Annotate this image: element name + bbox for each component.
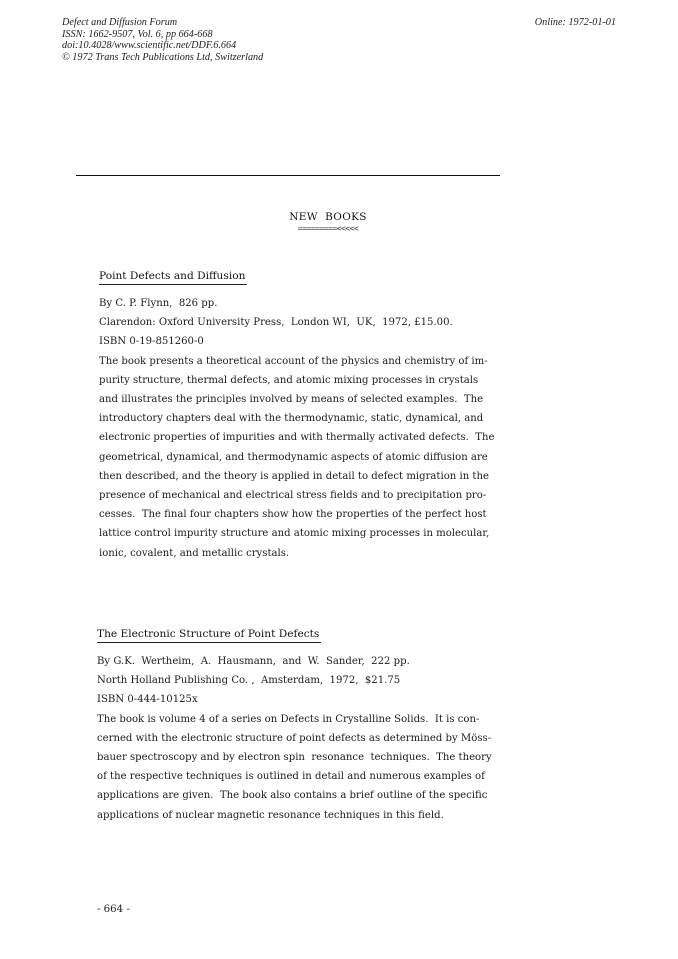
body-line: electronic properties of impurities and with thermally activated defects. The	[99, 432, 495, 444]
body-line: applications of nuclear magnetic resonance techniques in this field.	[97, 809, 444, 821]
body-line: purity structure, thermal defects, and atomic mixing processes in crystals	[99, 374, 479, 386]
author-line: By C. P. Flynn, 826 pp.	[99, 298, 218, 309]
isbn-line: ISBN 0-19-851260-0	[99, 336, 204, 348]
isbn-line: ISBN 0-444-10125x	[97, 694, 198, 706]
body-line: of the respective techniques is outlined in detail and numerous examples of	[97, 771, 485, 783]
book-review-1	[99, 264, 539, 563]
heading-underline: =========<<<<<	[297, 224, 359, 233]
top-rule-divider	[76, 175, 500, 176]
online-date: Online: 1972-01-01	[534, 17, 616, 28]
body-line: then described, and the theory is applied in detail to defect migration in the	[99, 470, 489, 482]
body-line: and illustrates the principles involved by means of selected examples. The	[99, 394, 484, 406]
section-heading: NEW BOOKS	[289, 211, 367, 223]
journal-name: Defect and Diffusion Forum	[62, 17, 178, 28]
review-body	[97, 710, 537, 825]
book-meta	[99, 294, 539, 352]
journal-header	[62, 17, 263, 63]
body-line: lattice control impurity structure and atomic mixing processes in molecular,	[99, 528, 490, 540]
book-review-2	[97, 622, 537, 825]
body-line: The book presents a theoretical account of the physics and chemistry of im-	[99, 355, 488, 367]
body-line: presence of mechanical and electrical stress fields and to precipitation pro-	[99, 490, 487, 502]
body-line: cerned with the electronic structure of point defects as determined by Möss-	[97, 732, 492, 744]
body-line: The book is volume 4 of a series on Defects in Crystalline Solids. It is con-	[97, 713, 480, 725]
page-number: - 664 -	[97, 904, 130, 915]
body-line: geometrical, dynamical, and thermodynamic aspects of atomic diffusion are	[99, 451, 488, 463]
body-line: cesses. The final four chapters show how the properties of the perfect host	[99, 509, 487, 521]
body-line: ionic, covalent, and metallic crystals.	[99, 547, 290, 559]
book-title: Point Defects and Diffusion	[99, 270, 247, 285]
author-line: By G.K. Wertheim, A. Hausmann, and W. Sander, 222 pp.	[97, 656, 410, 667]
body-line: bauer spectroscopy and by electron spin resonance techniques. The theory	[97, 752, 492, 764]
body-line: applications are given. The book also contains a brief outline of the specific	[97, 790, 488, 802]
publisher-line: Clarendon: Oxford University Press, London WI, UK, 1972, £15.00.	[99, 317, 453, 329]
doi-line: doi:10.4028/www.scientific.net/DDF.6.664	[62, 40, 237, 52]
review-body	[99, 352, 539, 563]
book-meta	[97, 652, 537, 710]
book-title: The Electronic Structure of Point Defects	[97, 628, 321, 643]
body-line: introductory chapters deal with the thermodynamic, static, dynamical, and	[99, 413, 484, 425]
copyright-line: © 1972 Trans Tech Publications Ltd, Switzerland	[62, 51, 264, 63]
publisher-line: North Holland Publishing Co. , Amsterdam, 1972, $21.75	[97, 675, 401, 687]
issn-line: ISSN: 1662-9507, Vol. 6, pp 664-668	[62, 28, 213, 40]
